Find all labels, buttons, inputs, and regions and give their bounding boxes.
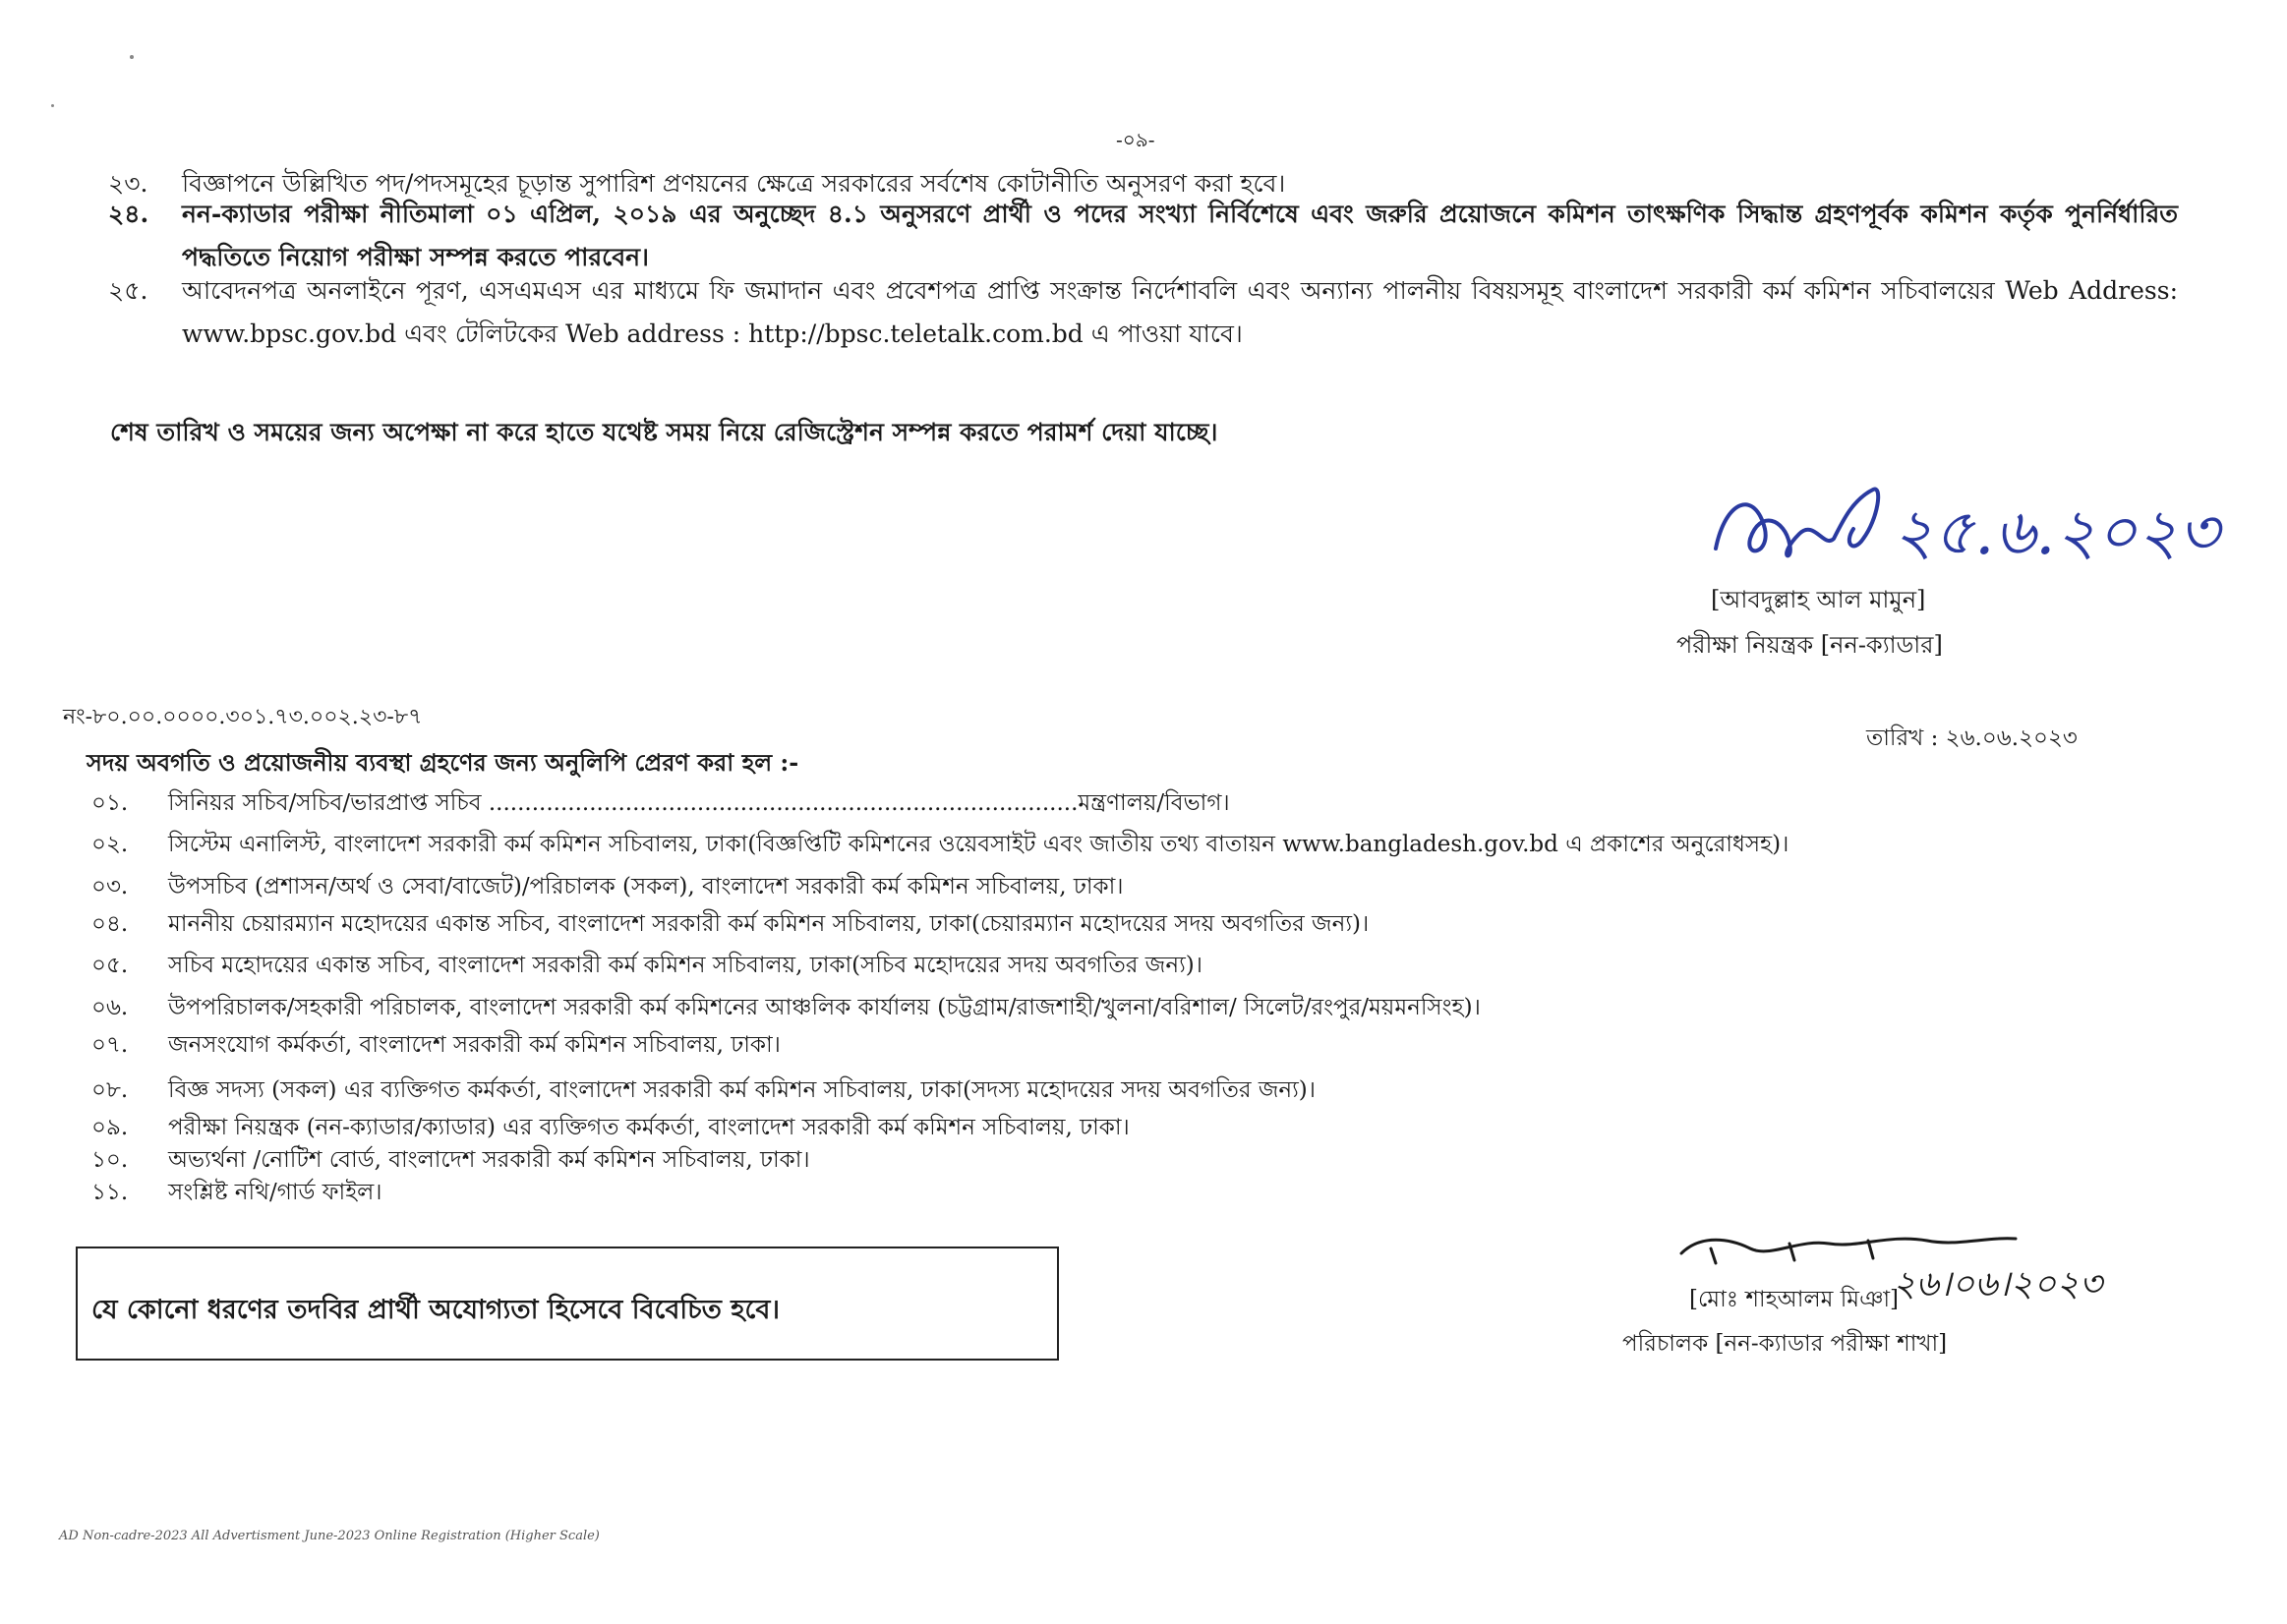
item-number: ২৪. bbox=[108, 200, 149, 228]
item-number: ২৫. bbox=[108, 276, 148, 305]
item-number: ০৬. bbox=[91, 995, 129, 1020]
item-text: সিস্টেম এনালিস্ট, বাংলাদেশ সরকারী কর্ম কমিশন সচিবালয়, ঢাকা(বিজ্ঞপ্তিটি কমিশনের ওয়েবসাইট এবং জাতীয় তথ্য বাতায়ন www.bangladesh.gov.bd এ প্রকাশের অনুরোধসহ)। bbox=[168, 832, 1789, 857]
distribution-item bbox=[91, 786, 2215, 820]
item-text: সচিব মহোদয়ের একান্ত সচিব, বাংলাদেশ সরকারী কর্ম কমিশন সচিবালয়, ঢাকা(সচিব মহোদয়ের সদয় অবগতির জন্য)। bbox=[168, 953, 1202, 978]
item-text: জনসংযোগ কর্মকর্তা, বাংলাদেশ সরকারী কর্ম কমিশন সচিবালয়, ঢাকা। bbox=[168, 1032, 781, 1058]
item-number: ০৭. bbox=[91, 1032, 129, 1058]
distribution-item bbox=[91, 991, 2215, 1024]
memo-date: তারিখ : ২৬.০৬.২০২৩ bbox=[1866, 725, 2078, 751]
signature-1 bbox=[1706, 460, 2276, 598]
item-number: ২৩. bbox=[108, 169, 148, 198]
distribution-item bbox=[91, 828, 2215, 861]
item-number: ০৫. bbox=[91, 953, 129, 978]
signature-2-date: ২৬।০৬।২০২৩ bbox=[1893, 1264, 2103, 1305]
item-text: বিজ্ঞ সদস্য (সকল) এর ব্যক্তিগত কর্মকর্তা, বাংলাদেশ সরকারী কর্ম কমিশন সচিবালয়, ঢাকা(সদস্য মহোদয়ের সদয় অবগতির জন্য)। bbox=[168, 1077, 1317, 1103]
item-text: অভ্যর্থনা /নোটিশ বোর্ড, বাংলাদেশ সরকারী কর্ম কমিশন সচিবালয়, ঢাকা। bbox=[168, 1147, 810, 1173]
item-text: সংশ্লিষ্ট নথি/গার্ড ফাইল। bbox=[168, 1180, 382, 1205]
memo-number: নং-৮০.০০.০০০০.৩০১.৭৩.০০২.২৩-৮৭ bbox=[63, 705, 423, 729]
item-number: ০১. bbox=[91, 790, 129, 816]
item-text: বিজ্ঞাপনে উল্লিখিত পদ/পদসমূহের চূড়ান্ত সুপারিশ প্রণয়নের ক্ষেত্রে সরকারের সর্বশেষ কোটানীতি অনুসরণ করা হবে। bbox=[182, 169, 1286, 198]
item-text: মাননীয় চেয়ারম্যান মহোদয়ের একান্ত সচিব, বাংলাদেশ সরকারী কর্ম কমিশন সচিবালয়, ঢাকা(চেয়ারম্যান মহোদয়ের সদয় অবগতির জন্য)। bbox=[168, 911, 1370, 937]
item-number: ০৯. bbox=[91, 1115, 129, 1140]
item-text: পরীক্ষা নিয়ন্ত্রক (নন-ক্যাডার/ক্যাডার) এর ব্যক্তিগত কর্মকর্তা, বাংলাদেশ সরকারী কর্ম কমিশন সচিবালয়, ঢাকা। bbox=[168, 1115, 1130, 1140]
item-number: ০৩. bbox=[91, 874, 129, 899]
warning-box bbox=[76, 1247, 1059, 1361]
item-text: উপপরিচালক/সহকারী পরিচালক, বাংলাদেশ সরকারী কর্ম কমিশনের আঞ্চলিক কার্যালয় (চট্টগ্রাম/রাজশাহী/খুলনা/বরিশাল/ সিলেট/রংপুর/ময়মনসিংহ)। bbox=[168, 995, 1481, 1020]
item-number: ০৪. bbox=[91, 911, 129, 937]
warning-text: যে কোনো ধরণের তদবির প্রার্থী অযোগ্যতা হিসেবে বিবেচিত হবে। bbox=[91, 1295, 781, 1325]
distribution-item bbox=[91, 949, 2215, 982]
copy-intro: সদয় অবগতি ও প্রয়োজনীয় ব্যবস্থা গ্রহণের জন্য অনুলিপি প্রেরণ করা হল :- bbox=[87, 748, 799, 777]
distribution-item bbox=[91, 1028, 2215, 1062]
item-text: সিনিয়র সচিব/সচিব/ভারপ্রাপ্ত সচিব ..................................................................................মন্ত্রণালয়/বিভাগ। bbox=[168, 790, 1230, 816]
distribution-item bbox=[91, 1073, 2215, 1107]
item-number: ১০. bbox=[91, 1147, 129, 1173]
item-text: নন-ক্যাডার পরীক্ষা নীতিমালা ০১ এপ্রিল, ২০১৯ এর অনুচ্ছেদ ৪.১ অনুসরণে প্রার্থী ও পদের সংখ্যা নির্বিশেষে এবং জরুরি প্রয়োজনে কমিশন তাৎক্ষণিক সিদ্ধান্ত গ্রহণপূর্বক কমিশন কর্তৃক পুনর্নির্ধারিত পদ্ধতিতে নিয়োগ পরীক্ষা সম্পন্ন করতে পারবেন। bbox=[182, 200, 2178, 271]
item-number: ১১. bbox=[91, 1180, 129, 1205]
item-text: উপসচিব (প্রশাসন/অর্থ ও সেবা/বাজেট)/পরিচালক (সকল), বাংলাদেশ সরকারী কর্ম কমিশন সচিবালয়, ঢাকা। bbox=[168, 874, 1124, 899]
page-number: -০৯- bbox=[1116, 128, 1155, 151]
distribution-item bbox=[91, 870, 2215, 903]
list-item bbox=[108, 269, 2178, 356]
signer-1-name: [আবদুল্লাহ আল মামুন] bbox=[1711, 586, 1926, 613]
item-number: ০২. bbox=[91, 832, 129, 857]
scan-speck bbox=[51, 104, 54, 107]
signer-2-name: [মোঃ শাহআলম মিঞা] bbox=[1689, 1287, 1900, 1312]
distribution-item bbox=[91, 1176, 2215, 1209]
distribution-item bbox=[91, 1143, 2215, 1177]
signer-1-title: পরীক্ষা নিয়ন্ত্রক [নন-ক্যাডার] bbox=[1676, 631, 1943, 659]
distribution-item bbox=[91, 907, 2215, 941]
registration-advice: শেষ তারিখ ও সময়ের জন্য অপেক্ষা না করে হাতে যথেষ্ট সময় নিয়ে রেজিস্ট্রেশন সম্পন্ন করতে পরামর্শ দেয়া যাচ্ছে। bbox=[110, 418, 1218, 446]
footer-file-path: AD Non-cadre-2023 All Advertisment June-2023 Online Registration (Higher Scale) bbox=[59, 1529, 600, 1543]
scan-speck bbox=[130, 55, 134, 59]
item-number: ০৮. bbox=[91, 1077, 129, 1103]
item-text: আবেদনপত্র অনলাইনে পূরণ, এসএমএস এর মাধ্যমে ফি জমাদান এবং প্রবেশপত্র প্রাপ্তি সংক্রান্ত নির্দেশাবলি এবং অন্যান্য পালনীয় বিষয়সমূহ বাংলাদেশ সরকারী কর্ম কমিশন সচিবালয়ের Web Address: www.bpsc.gov.bd এবং টেলিটকের Web address : http://bpsc.teletalk.com.bd এ পাওয়া যাবে। bbox=[182, 276, 2178, 348]
signature-1-date: ২৫.৬.২০২৩ bbox=[1893, 496, 2219, 569]
signer-2-title: পরিচালক [নন-ক্যাডার পরীক্ষা শাখা] bbox=[1622, 1331, 1948, 1357]
distribution-item bbox=[91, 1111, 2215, 1144]
list-item bbox=[108, 193, 2178, 279]
